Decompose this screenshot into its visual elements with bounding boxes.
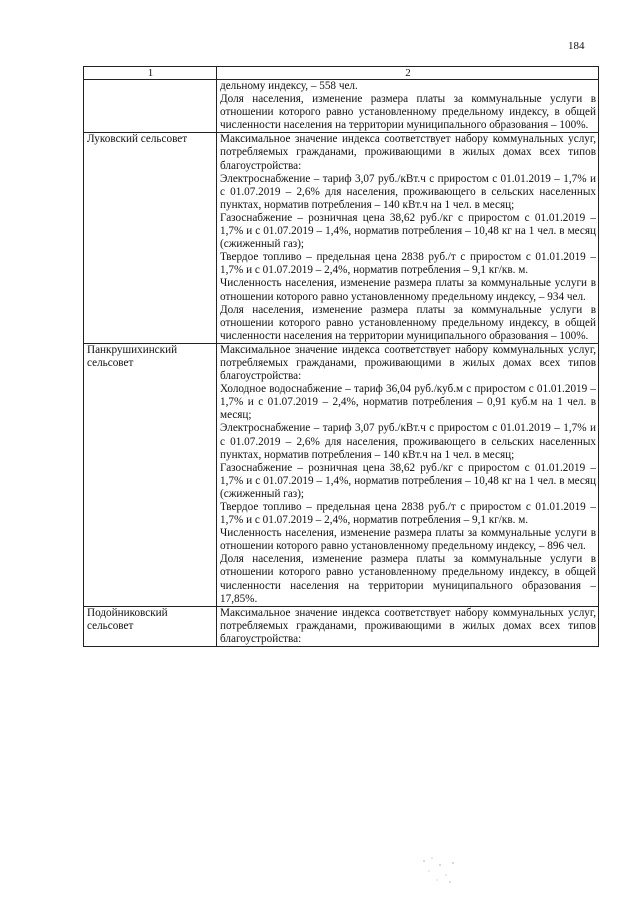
column-header-2: 2 — [217, 67, 599, 80]
description-paragraph: Численность населения, изменение размера платы за коммунальные услуги в отношении которого равно установленному предельному индексу, – 896 чел. — [220, 527, 596, 553]
page-number: 184 — [568, 40, 585, 52]
description-paragraph: Максимальное значение индекса соответствует набору коммунальных услуг, потребляемых гражданами, проживающими в жилых домах всех типов благоустройства: — [220, 133, 596, 172]
index-description — [217, 343, 599, 606]
table-row — [84, 133, 599, 344]
index-description — [217, 133, 599, 344]
index-description — [217, 80, 599, 133]
table-row — [84, 343, 599, 606]
description-paragraph: Газоснабжение – розничная цена 38,62 руб./кг с приростом с 01.01.2019 – 1,7% и с 01.07.2019 – 1,4%, норматив потребления – 10,48 кг на 1 чел. в месяц (сжиженный газ); — [220, 211, 596, 251]
description-paragraph: Газоснабжение – розничная цена 38,62 руб./кг с приростом с 01.01.2019 – 1,7% и с 01.07.2019 – 1,4%, норматив потребления – 10,48 кг на 1 чел. в месяц (сжиженный газ); — [220, 461, 596, 500]
description-paragraph: Максимальное значение индекса соответствует набору коммунальных услуг, потребляемых гражданами, проживающими в жилых домах всех типов благоустройства: — [220, 343, 596, 383]
description-paragraph: Доля населения, изменение размера платы за коммунальные услуги в отношении которого равно установленному предельному индексу, в общей численности населения на территории муниципального образования – 100%. — [220, 303, 596, 342]
table-row — [84, 80, 599, 133]
description-paragraph: Электроснабжение – тариф 3,07 руб./кВт.ч с приростом с 01.01.2019 – 1,7% и с 01.07.2019 – 2,6% для населения, проживающего в сельских населенных пунктах, норматив потребления – 140 кВт.ч на 1 чел. в месяц; — [220, 172, 596, 211]
table-header-row — [84, 67, 599, 80]
municipality-name: Подойниковский сельсовет — [84, 606, 217, 646]
services-table — [83, 66, 599, 647]
index-description — [217, 606, 599, 646]
description-paragraph: Максимальное значение индекса соответствует набору коммунальных услуг, потребляемых гражданами, проживающими в жилых домах всех типов благоустройства: — [220, 606, 596, 645]
description-paragraph: Доля населения, изменение размера платы за коммунальные услуги в отношении которого равно установленному предельному индексу, в общей численности населения на территории муниципального образования – 100%. — [220, 93, 596, 132]
municipality-name: Панкрушихинский сельсовет — [84, 343, 217, 606]
description-paragraph: дельному индексу, – 558 чел. — [220, 80, 358, 92]
scan-noise — [420, 855, 460, 885]
municipality-name — [84, 80, 217, 133]
description-paragraph: Твердое топливо – предельная цена 2838 руб./т с приростом с 01.01.2019 – 1,7% и с 01.07.2019 – 2,4%, норматив потребления – 9,1 кг/кв. м. — [220, 251, 596, 277]
description-paragraph: Электроснабжение – тариф 3,07 руб./кВт.ч с приростом с 01.01.2019 – 1,7% и с 01.07.2019 – 2,6% для населения, проживающего в сельских населенных пунктах, норматив потребления – 140 кВт.ч на 1 чел. в месяц; — [220, 422, 596, 461]
description-paragraph: Доля населения, изменение размера платы за коммунальные услуги в отношении которого равно установленному предельному индексу, в общей численности населения на территории муниципального образования – 17,85%. — [220, 553, 596, 605]
table-row — [84, 606, 599, 646]
description-paragraph: Холодное водоснабжение – тариф 36,04 руб./куб.м с приростом с 01.01.2019 – 1,7% и с 01.07.2019 – 2,4%, норматив потребления – 0,91 куб.м на 1 чел. в месяц; — [220, 383, 596, 422]
column-header-1: 1 — [84, 67, 217, 80]
municipality-name: Луковский сельсовет — [84, 133, 217, 344]
description-paragraph: Твердое топливо – предельная цена 2838 руб./т с приростом с 01.01.2019 – 1,7% и с 01.07.2019 – 2,4%, норматив потребления – 9,1 кг/кв. м. — [220, 501, 596, 527]
description-paragraph: Численность населения, изменение размера платы за коммунальные услуги в отношении которого равно установленному предельному индексу, – 934 чел. — [220, 277, 596, 303]
